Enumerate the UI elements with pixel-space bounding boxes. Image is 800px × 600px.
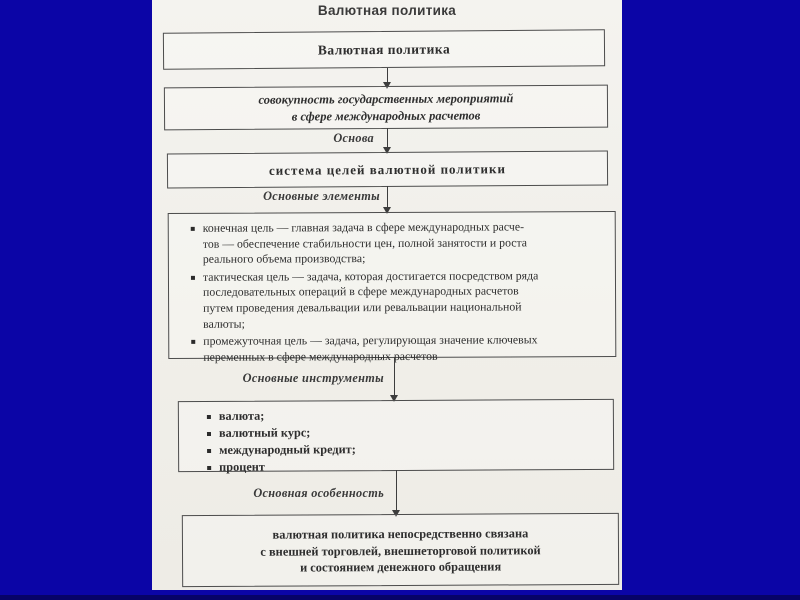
flow-box-feature: валютная политика непосредственно связана с внешней торговлей, внешнеторговой политикой и состоянием денежного обращения (182, 513, 619, 587)
connector-label-basis: Основа (333, 131, 374, 145)
flow-box-definition: совокупность государственных мероприятий в сфере международных расчетов (164, 85, 608, 131)
list-item (191, 268, 605, 332)
bullet-square-icon (191, 227, 195, 231)
connector-label-instruments: Основные инструменты (242, 371, 384, 385)
connector-label-feature: Основная особенность (253, 486, 384, 500)
bullet-text: промежуточная цель — задача, регулирующая значение ключевых переменных в сфере международных расчетов (203, 332, 538, 364)
down-arrow-icon (396, 470, 397, 516)
list-item (207, 424, 603, 441)
flow-box-instruments (178, 399, 614, 472)
down-arrow-icon (394, 357, 395, 401)
list-item (207, 407, 603, 424)
list-item (191, 332, 605, 365)
bullet-square-icon (207, 415, 211, 419)
down-arrow-icon (387, 186, 388, 213)
page-title: Валютная политика (317, 3, 457, 18)
scanned-diagram (152, 0, 622, 590)
bullet-square-icon (207, 466, 211, 470)
bullet-text: тактическая цель — задача, которая достигается посредством ряда последовательных операций в сфере международных расчетов путем проведения девальвации или ревальвации национальной валюты; (202, 268, 539, 331)
bullet-square-icon (207, 449, 211, 453)
slide-bottom-edge (0, 595, 800, 600)
flow-box-elements (168, 211, 617, 364)
connector-label-elements: Основные элементы (263, 189, 380, 203)
list-item (191, 219, 605, 268)
bullet-text: валютный курс; (218, 425, 311, 440)
bullet-text: конечная цель — главная задача в сфере международных расче- тов — обеспечение стабильности цен, полной занятости и роста реального объема производства; (202, 219, 528, 267)
bullet-text: процент (219, 459, 265, 474)
list-item (207, 441, 603, 458)
flow-box-goals: система целей валютной политики (167, 150, 608, 188)
bullet-square-icon (207, 432, 211, 436)
bullet-square-icon (191, 340, 195, 344)
bullet-text: валюта; (218, 408, 265, 423)
bullet-text: международный кредит; (219, 442, 356, 457)
flow-box-term: Валютная политика (163, 29, 605, 69)
bullet-square-icon (191, 276, 195, 280)
down-arrow-icon (387, 128, 388, 153)
list-item (207, 458, 603, 475)
